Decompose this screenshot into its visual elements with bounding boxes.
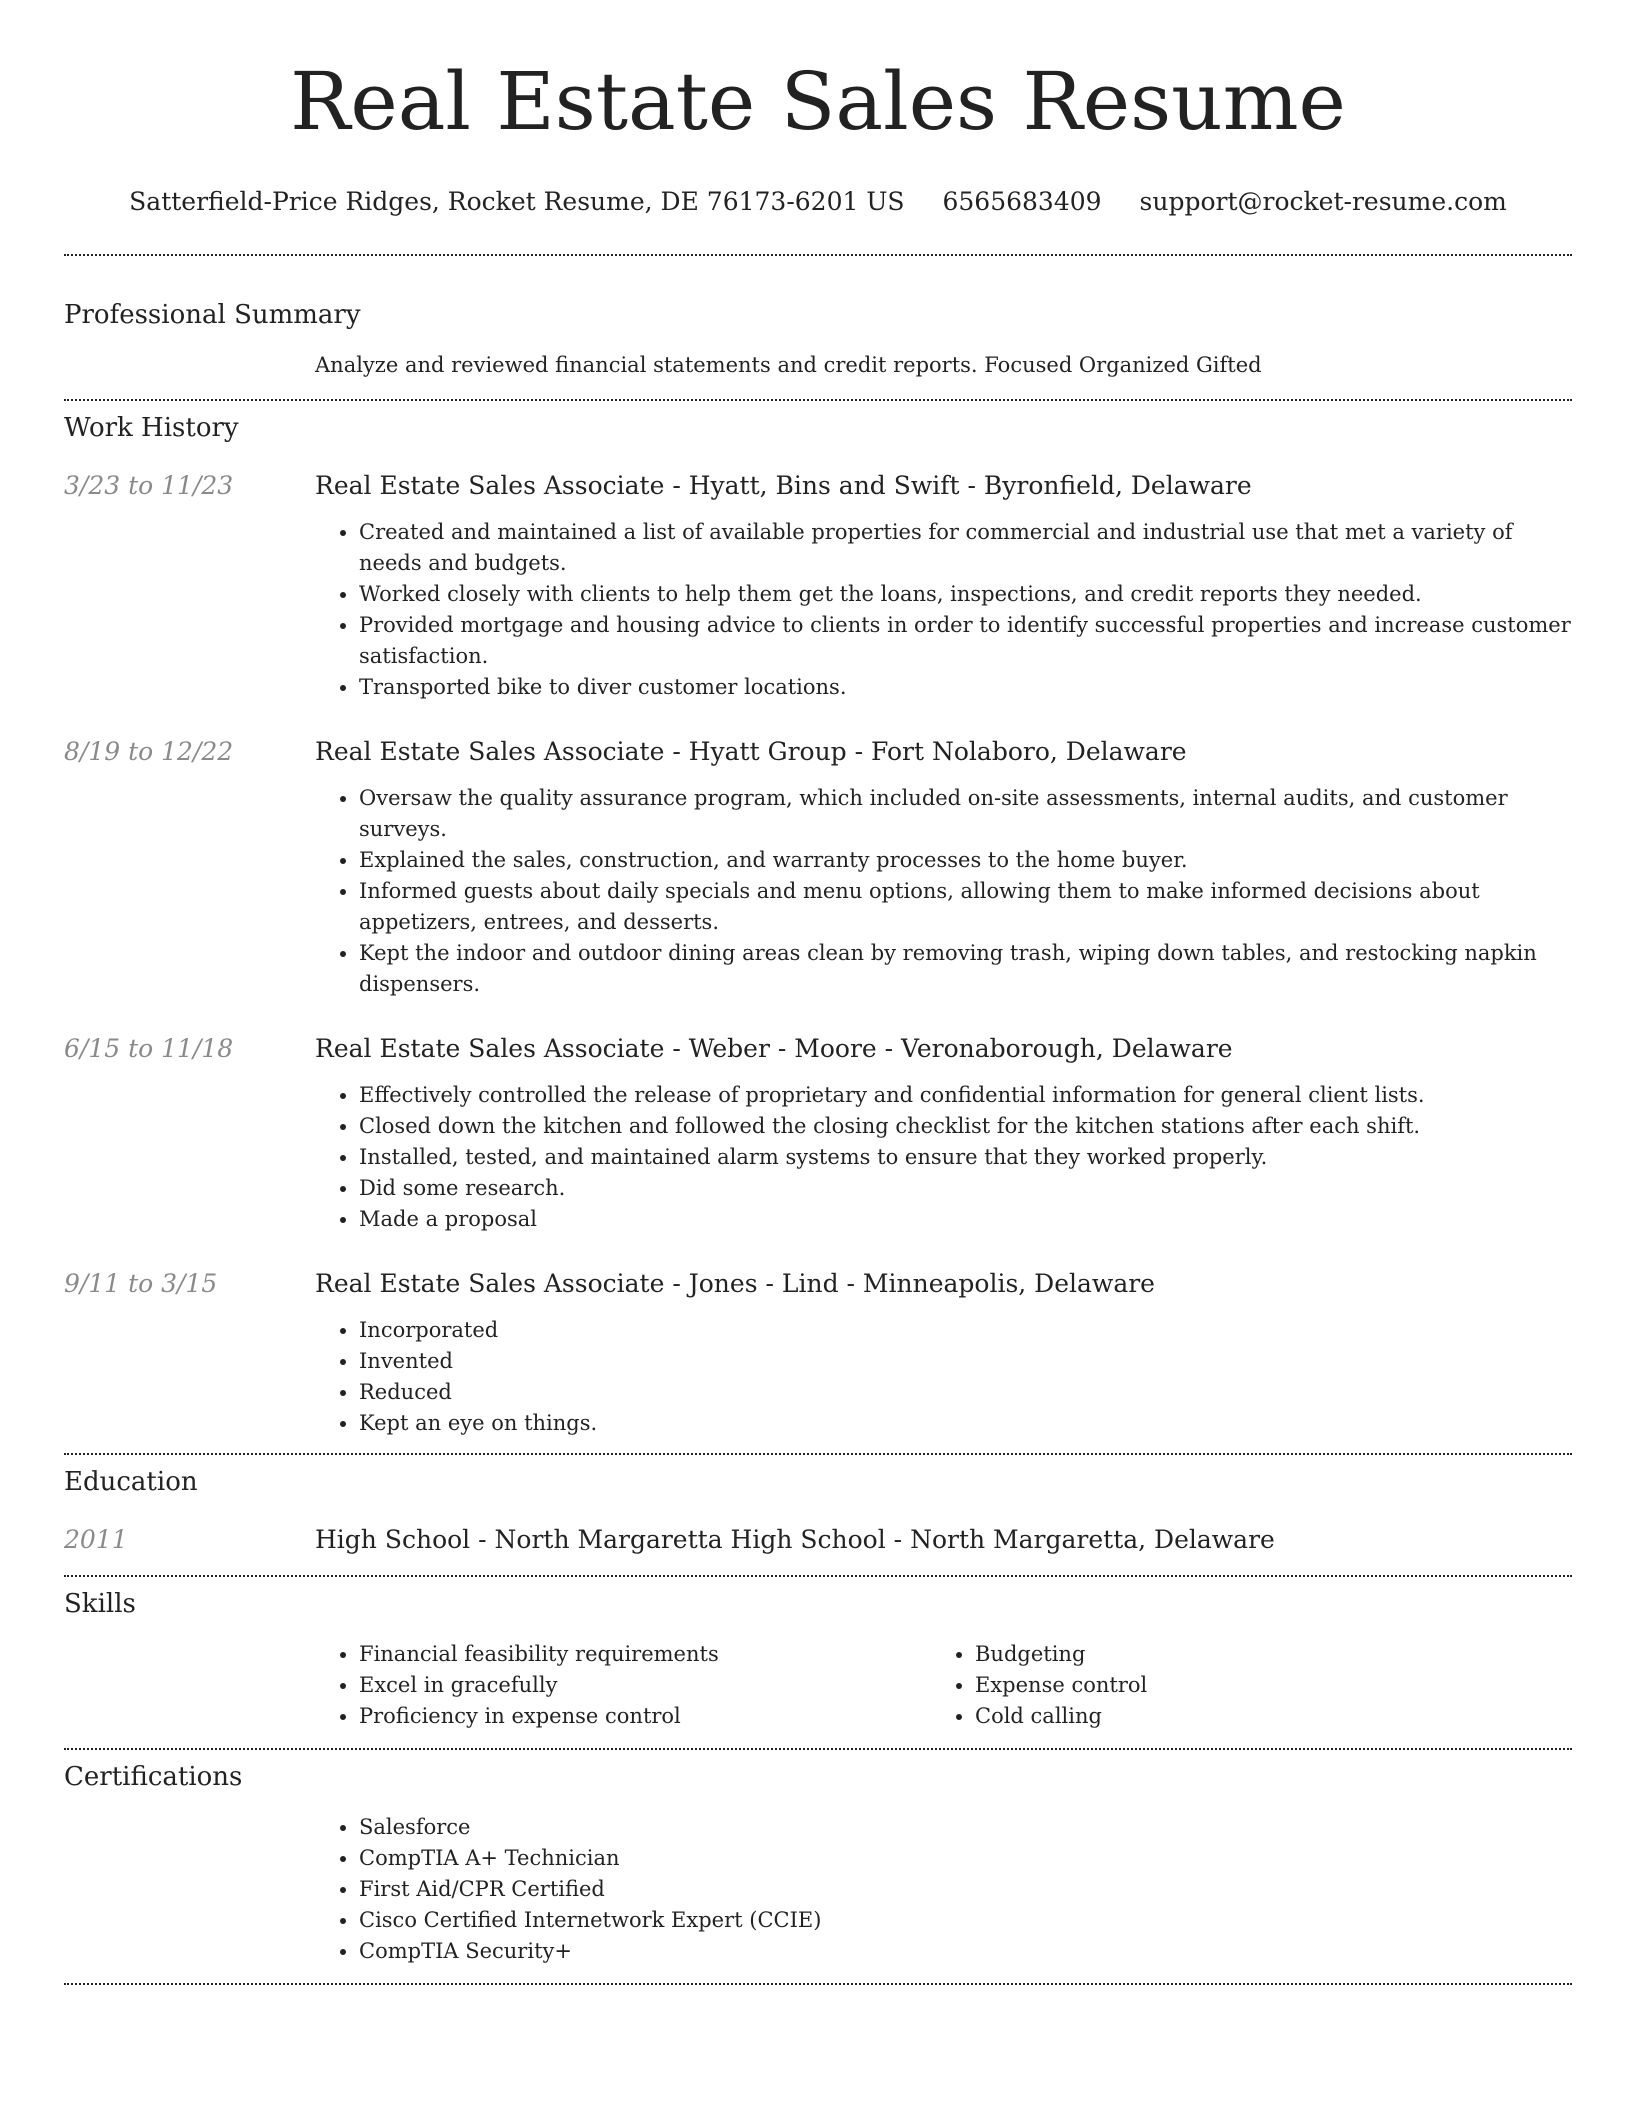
job-bullet: • Kept the indoor and outdoor dining areas clean by removing trash, wiping down tables, and restocking napkin dispensers. [359,938,1572,1000]
skills-list [315,1639,1572,1732]
section-divider [64,1983,1572,1985]
job-bullets [315,783,1572,1000]
job-dates: 9/11 to 3/15 [64,1269,218,1298]
skill-item: • Budgeting [975,1639,1547,1670]
section-divider [64,1453,1572,1455]
certifications-heading: Certifications [64,1762,243,1792]
job-heading [315,1032,1572,1066]
section-divider [64,399,1572,401]
job-heading [315,1267,1572,1301]
job-bullet: • Transported bike to diver customer locations. [359,672,1572,703]
contact-line [64,186,1572,218]
job-bullet: • Installed, tested, and maintained alarm systems to ensure that they worked properly. [359,1142,1572,1173]
job-dates: 3/23 to 11/23 [64,471,234,500]
job-bullet: • Invented [359,1346,1572,1377]
certification-item: • CompTIA Security+ [359,1936,931,1967]
job-bullet: • Worked closely with clients to help them get the loans, inspections, and credit reports they needed. [359,579,1572,610]
certifications-column [315,1812,931,1967]
section-divider [64,1748,1572,1750]
job-title: Real Estate Sales Associate [315,737,665,766]
job-bullets [315,517,1572,703]
job-title: Real Estate Sales Associate [315,471,665,500]
job-bullet: • Created and maintained a list of available properties for commercial and industrial use that met a variety of needs and budgets. [359,517,1572,579]
job-bullet: • Informed guests about daily specials and menu options, allowing them to make informed decisions about appetizers, entrees, and desserts. [359,876,1572,938]
skill-item: • Financial feasibility requirements [359,1639,931,1670]
job-entry [64,1032,1572,1235]
certification-item: • Salesforce [359,1812,931,1843]
job-bullet: • Kept an eye on things. [359,1408,1572,1439]
skill-item: • Proficiency in expense control [359,1701,931,1732]
contact-email: support@rocket-resume.com [1139,187,1507,216]
job-bullet: • Reduced [359,1377,1572,1408]
job-bullets [315,1315,1572,1439]
education-heading-line [315,1523,1572,1557]
certification-item: • Cisco Certified Internetwork Expert (CCIE) [359,1905,931,1936]
job-employer: - Hyatt Group - Fort Nolaboro, Delaware [664,737,1187,766]
education-entry [64,1523,1572,1557]
job-bullet: • Provided mortgage and housing advice to clients in order to identify successful properties and increase customer satisfaction. [359,610,1572,672]
job-bullet: • Closed down the kitchen and followed the closing checklist for the kitchen stations after each shift. [359,1111,1572,1142]
education-school: - North Margaretta High School - North Margaretta, Delaware [470,1525,1275,1554]
contact-address: Satterfield-Price Ridges, Rocket Resume, DE 76173-6201 US [129,187,905,216]
certifications-list [315,1812,1572,1967]
job-title: Real Estate Sales Associate [315,1269,665,1298]
job-entry [64,469,1572,703]
job-dates: 8/19 to 12/22 [64,737,234,766]
certification-item: • CompTIA A+ Technician [359,1843,931,1874]
education-heading: Education [64,1467,198,1497]
resume-title: Real Estate Sales Resume [290,55,1346,148]
job-bullet: • Effectively controlled the release of proprietary and confidential information for general client lists. [359,1080,1572,1111]
job-heading [315,735,1572,769]
job-entry [64,1267,1572,1439]
job-bullet: • Made a proposal [359,1204,1572,1235]
skill-item: • Excel in gracefully [359,1670,931,1701]
education-year: 2011 [64,1525,128,1554]
job-bullet: • Did some research. [359,1173,1572,1204]
job-bullet: • Explained the sales, construction, and warranty processes to the home buyer. [359,845,1572,876]
certification-item: • First Aid/CPR Certified [359,1874,931,1905]
skills-heading: Skills [64,1589,136,1619]
job-employer: - Weber - Moore - Veronaborough, Delaware [664,1034,1233,1063]
job-title: Real Estate Sales Associate [315,1034,665,1063]
job-employer: - Jones - Lind - Minneapolis, Delaware [664,1269,1155,1298]
skill-item: • Expense control [975,1670,1547,1701]
job-heading [315,469,1572,503]
job-bullet: • Oversaw the quality assurance program, which included on-site assessments, internal audits, and customer surveys. [359,783,1572,845]
work-heading: Work History [64,413,239,443]
job-entry [64,735,1572,1000]
summary-heading: Professional Summary [64,300,361,330]
job-employer: - Hyatt, Bins and Swift - Byronfield, Delaware [664,471,1252,500]
skill-item: • Cold calling [975,1701,1547,1732]
resume-page [64,0,1572,1985]
section-divider [64,254,1572,256]
education-degree: High School [315,1525,471,1554]
job-dates: 6/15 to 11/18 [64,1034,234,1063]
section-divider [64,1575,1572,1577]
summary-text: Analyze and reviewed financial statements and credit reports. Focused Organized Gifted [315,353,1262,377]
skills-column-right [931,1639,1547,1732]
job-bullets [315,1080,1572,1235]
contact-phone: 6565683409 [942,187,1102,216]
skills-column-left [315,1639,931,1732]
job-bullet: • Incorporated [359,1315,1572,1346]
